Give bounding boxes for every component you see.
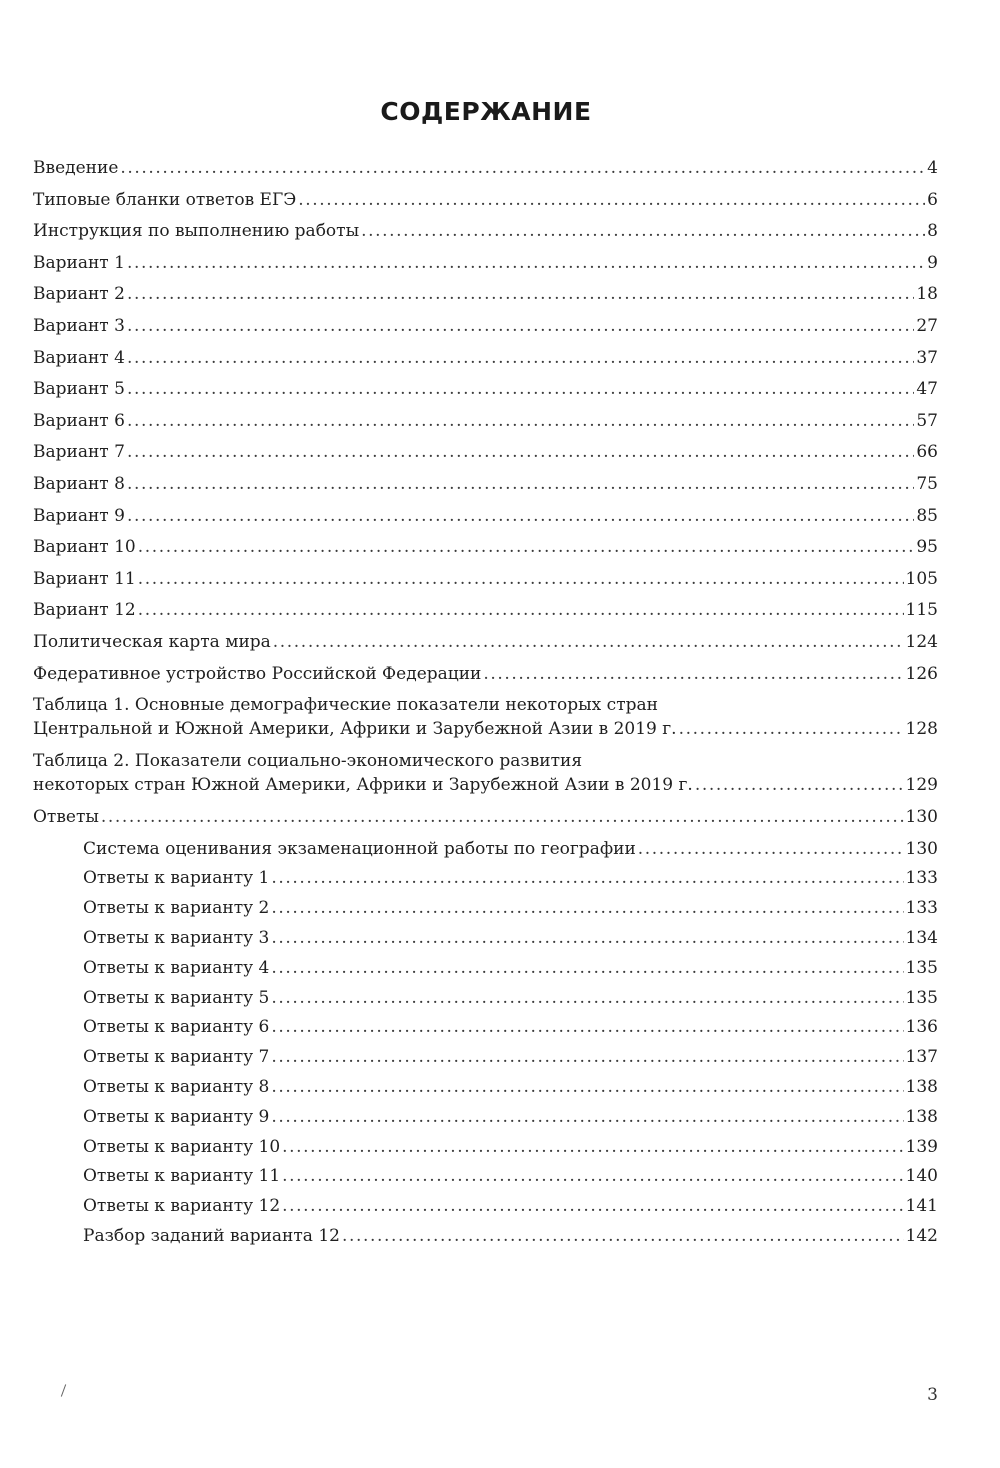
- toc-sub-entry[interactable]: [83, 926, 938, 956]
- toc-sub-entry[interactable]: [83, 896, 938, 926]
- leader-dots: [138, 598, 904, 622]
- toc-entry-page: 8: [927, 221, 938, 242]
- toc-entry-label: Ответы к варианту 4: [83, 957, 270, 978]
- toc-entry-page: 136: [905, 1017, 938, 1038]
- toc-entry-label: Вариант 11: [33, 568, 136, 589]
- leader-dots: [342, 1224, 904, 1248]
- toc-entry-label: Система оценивания экзаменационной работы по географии: [83, 838, 636, 859]
- leader-dots: [127, 314, 914, 338]
- toc-entry-label: Типовые бланки ответов ЕГЭ: [33, 189, 297, 210]
- toc-entry-label: Вариант 5: [33, 379, 125, 400]
- leader-dots: [271, 986, 903, 1010]
- toc-entry-label: Таблица 1. Основные демографические показатели некоторых стран: [33, 695, 658, 716]
- toc-entry-page: 126: [905, 663, 938, 684]
- toc-entry-label: Ответы к варианту 12: [83, 1196, 281, 1217]
- toc-entry-page: 115: [905, 600, 938, 621]
- toc-entry-page: 137: [905, 1047, 938, 1068]
- toc-entry-page: 27: [916, 315, 938, 336]
- leader-dots: [271, 1105, 903, 1129]
- leader-dots: [101, 805, 904, 829]
- leader-dots: [127, 409, 914, 433]
- toc-entry-label: Ответы к варианту 1: [83, 868, 270, 889]
- leader-dots: [127, 472, 914, 496]
- leader-dots: [127, 282, 914, 306]
- toc-sub-entry[interactable]: [83, 1164, 938, 1194]
- leader-dots: [483, 662, 903, 686]
- toc-entry-label: Вариант 6: [33, 410, 125, 431]
- toc-sub-entry[interactable]: [83, 1015, 938, 1045]
- toc-entry-page: 130: [905, 838, 938, 859]
- leader-dots: [271, 926, 903, 950]
- toc-entry[interactable]: [33, 598, 938, 630]
- leader-dots: [695, 773, 904, 797]
- toc-entry-label: Ответы к варианту 9: [83, 1106, 270, 1127]
- toc-entry-label: Политическая карта мира: [33, 631, 271, 652]
- toc-entry-page: 105: [905, 568, 938, 589]
- toc-sub-entry[interactable]: [83, 1194, 938, 1224]
- toc-sub-entry[interactable]: [83, 1105, 938, 1135]
- toc-entry-answers[interactable]: [33, 805, 938, 837]
- toc-entry-label: Ответы к варианту 3: [83, 928, 270, 949]
- toc-entry-label: Ответы к варианту 6: [83, 1017, 270, 1038]
- toc-entry-page: 9: [927, 252, 938, 273]
- pencil-mark: [61, 1384, 66, 1397]
- toc-entry-page: 138: [905, 1106, 938, 1127]
- toc-entry-page: 124: [905, 631, 938, 652]
- toc-entry-label: Ответы к варианту 11: [83, 1166, 281, 1187]
- leader-dots: [127, 346, 914, 370]
- toc-entry-page: 85: [916, 505, 938, 526]
- toc-entry-page: 134: [905, 928, 938, 949]
- toc-sub-entry[interactable]: [83, 1045, 938, 1075]
- toc-entry-label: Вариант 2: [33, 284, 125, 305]
- page-number: 3: [927, 1385, 938, 1405]
- toc-entry-page: 47: [916, 379, 938, 400]
- toc-entry-page: 37: [916, 347, 938, 368]
- leader-dots: [127, 504, 914, 528]
- toc-sub-entry[interactable]: [83, 1135, 938, 1165]
- leader-dots: [127, 440, 914, 464]
- leader-dots: [273, 630, 904, 654]
- toc-entry-page: 57: [916, 410, 938, 431]
- toc-entry[interactable]: [33, 314, 938, 346]
- toc-entry-label: Вариант 1: [33, 252, 125, 273]
- toc-entry-table-1[interactable]: [33, 693, 938, 749]
- leader-dots: [298, 188, 925, 212]
- toc-entry-page: 142: [905, 1226, 938, 1247]
- toc-entry-label: Таблица 2. Показатели социально-экономического развития: [33, 751, 583, 772]
- toc-entry-page: 95: [916, 537, 938, 558]
- toc-entry-page: 140: [905, 1166, 938, 1187]
- toc-entry-label: Вариант 12: [33, 600, 136, 621]
- toc-entry[interactable]: [33, 346, 938, 378]
- toc-entry-label: Введение: [33, 158, 119, 178]
- toc-entry-page: 75: [916, 473, 938, 494]
- toc-entry-page: 133: [905, 868, 938, 889]
- leader-dots: [271, 866, 903, 890]
- toc-sub-entry[interactable]: [83, 1224, 938, 1254]
- toc-entry-label: Вариант 10: [33, 537, 136, 558]
- leader-dots: [127, 377, 914, 401]
- toc-entry-label: Ответы к варианту 5: [83, 987, 270, 1008]
- toc-entry-table-2[interactable]: [33, 749, 938, 805]
- toc-entry-page: 130: [905, 807, 938, 828]
- leader-dots: [271, 1045, 903, 1069]
- toc-entry[interactable]: [33, 472, 938, 504]
- leader-dots: [138, 567, 904, 591]
- toc-entry-label: Вариант 7: [33, 442, 125, 463]
- toc-sub-entry[interactable]: [83, 986, 938, 1016]
- toc-entry-label: Вариант 3: [33, 315, 125, 336]
- toc-entry-page: 66: [916, 442, 938, 463]
- toc-entry-label: некоторых стран Южной Америки, Африки и Зарубежной Азии в 2019 г.: [33, 775, 693, 796]
- toc-entry[interactable]: [33, 282, 938, 314]
- leader-dots: [271, 1075, 903, 1099]
- toc-entry-label: Ответы к варианту 10: [83, 1136, 281, 1157]
- toc-entry-label: Центральной и Южной Америки, Африки и Зарубежной Азии в 2019 г.: [33, 719, 677, 740]
- toc-entry-page: 138: [905, 1077, 938, 1098]
- leader-dots: [120, 156, 925, 180]
- toc-sub-entry[interactable]: [83, 1075, 938, 1105]
- leader-dots: [282, 1194, 903, 1218]
- leader-dots: [271, 956, 903, 980]
- toc-entry-page: 135: [905, 957, 938, 978]
- table-of-contents: [33, 156, 938, 1254]
- toc-entry[interactable]: [33, 251, 938, 283]
- toc-entry[interactable]: [33, 662, 938, 694]
- toc-entry-label: Ответы к варианту 2: [83, 898, 270, 919]
- toc-entry-label: Разбор заданий варианта 12: [83, 1226, 340, 1247]
- toc-entry[interactable]: [33, 440, 938, 472]
- toc-entry[interactable]: [33, 535, 938, 567]
- toc-entry-page: 133: [905, 898, 938, 919]
- leader-dots: [679, 717, 904, 741]
- leader-dots: [361, 219, 925, 243]
- leader-dots: [138, 535, 915, 559]
- toc-sub-entry[interactable]: [83, 866, 938, 896]
- toc-entry-page: 4: [927, 158, 938, 178]
- toc-entry[interactable]: [33, 188, 938, 220]
- toc-entry-page: 18: [916, 284, 938, 305]
- toc-entry[interactable]: [33, 567, 938, 599]
- toc-entry[interactable]: [33, 504, 938, 536]
- toc-entry-label: Вариант 4: [33, 347, 125, 368]
- toc-entry-page: 141: [905, 1196, 938, 1217]
- toc-entry-page: 129: [905, 775, 938, 796]
- toc-entry[interactable]: [33, 156, 938, 188]
- toc-entry-label: Вариант 8: [33, 473, 125, 494]
- toc-entry-label: Ответы к варианту 7: [83, 1047, 270, 1068]
- toc-entry[interactable]: [33, 630, 938, 662]
- toc-entry-label: Инструкция по выполнению работы: [33, 221, 360, 242]
- toc-entry-label: Вариант 9: [33, 505, 125, 526]
- toc-entry-page: 135: [905, 987, 938, 1008]
- leader-dots: [271, 1015, 903, 1039]
- toc-entry-page: 139: [905, 1136, 938, 1157]
- leader-dots: [127, 251, 925, 275]
- leader-dots: [282, 1164, 903, 1188]
- leader-dots: [638, 837, 904, 861]
- toc-entry-label: Федеративное устройство Российской Федерации: [33, 663, 482, 684]
- toc-sub-entry[interactable]: [83, 956, 938, 986]
- toc-entry-page: 6: [927, 189, 938, 210]
- leader-dots: [282, 1135, 903, 1159]
- toc-entry[interactable]: [33, 409, 938, 441]
- page-title: СОДЕРЖАНИЕ: [380, 96, 592, 126]
- toc-entry[interactable]: [33, 377, 938, 409]
- toc-entry-label: Ответы к варианту 8: [83, 1077, 270, 1098]
- toc-sub-entry[interactable]: [83, 837, 938, 867]
- toc-entry[interactable]: [33, 219, 938, 251]
- toc-entry-label: Ответы: [33, 807, 99, 828]
- toc-entry-page: 128: [905, 719, 938, 740]
- leader-dots: [271, 896, 903, 920]
